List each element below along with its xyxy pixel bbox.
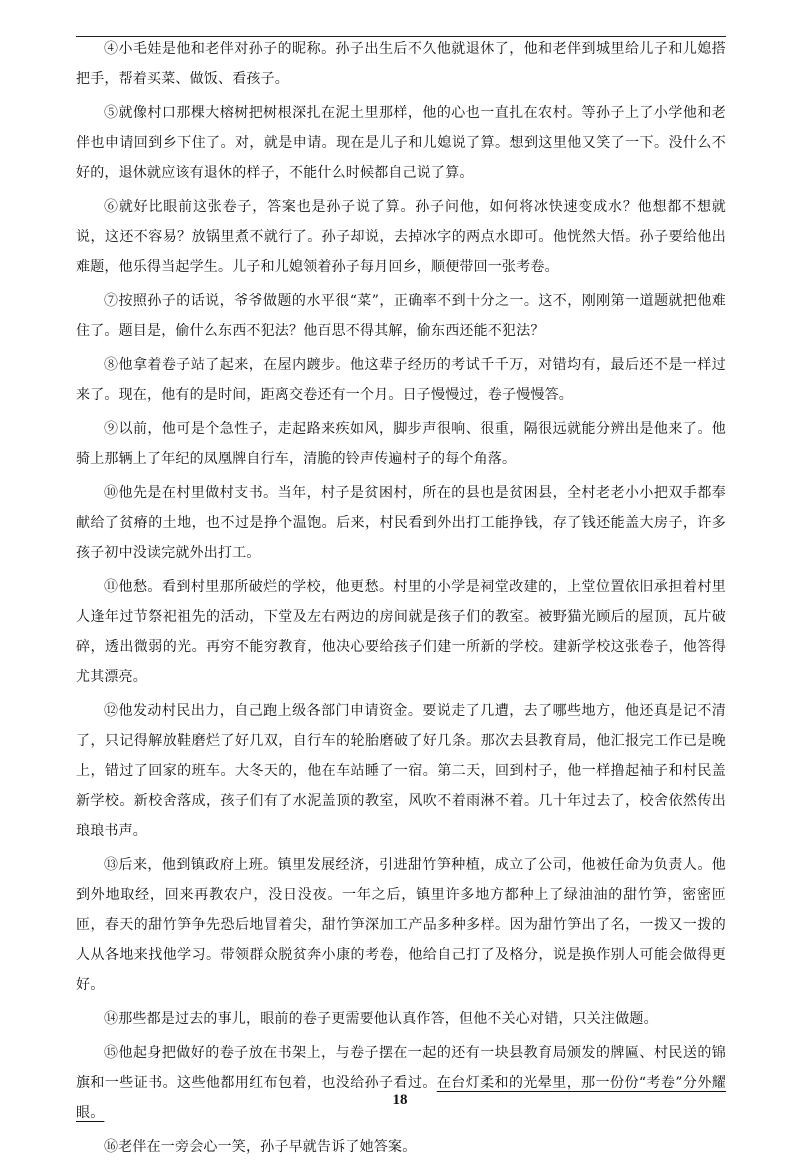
paragraph-5: ⑤就像村口那棵大榕树把树根深扎在泥土里那样，他的心也一直扎在农村。等孙子上了小学他和老伴也申请回到乡下住了。对，就是申请。现在是儿子和儿媳说了算。想到这里他又笑了一下。没什么不好的，退休就应该有退休的样子，不能什么时候都自己说了算。 <box>76 105 726 181</box>
paragraph-15-text: ⑮他起身把做好的卷子放在书架上，与卷子摆在一起的还有一块县教育局颁发的牌匾、村民送的锦旗和一些证书。这些他都用红布包着，也没给孙子看过。 <box>76 1045 726 1091</box>
paragraph-8: ⑧他拿着卷子站了起来，在屋内踱步。他这辈子经历的考试千千万，对错均有，最后还不是一样过来了。现在，他有的是时间，距离交卷还有一个月。日子慢慢过，卷子慢慢答。 <box>76 357 726 403</box>
paragraph-12: ⑫他发动村民出力，自己跑上级各部门申请资金。要说走了几遭，去了哪些地方，他还真是记不清了，只记得解放鞋磨烂了好几双，自行车的轮胎磨破了好几条。那次去县教育局，他汇报完工作已是晚上，错过了回家的班车。大冬天的，他在车站睡了一宿。第二天，回到村子，他一样撸起袖子和村民盖新学校。新校舍落成，孩子们有了水泥盖顶的教室，风吹不着雨淋不着。几十年过去了，校舍依然传出琅琅书声。 <box>76 703 726 839</box>
paragraph-4: ④小毛娃是他和老伴对孙子的昵称。孙子出生后不久他就退休了，他和老伴到城里给儿子和儿媳搭把手，帮着买菜、做饭、看孩子。 <box>76 41 726 87</box>
paragraph-15 <box>76 1038 726 1128</box>
paragraph-14: ⑭那些都是过去的事儿，眼前的卷子更需要他认真作答，但他不关心对错，只关注做题。 <box>104 1011 658 1027</box>
underlined-sentence: 在台灯柔和的光晕里，那一份份“考卷”分外耀眼。 <box>76 1075 727 1121</box>
paragraph-10: ⑩他先是在村里做村支书。当年，村子是贫困村，所在的县也是贫困县，全村老老小小把双手都奉献给了贫瘠的土地，也不过是挣个温饱。后来，村民看到外出打工能挣钱，存了钱还能盖大房子，许多孩子初中没读完就外出打工。 <box>76 485 726 561</box>
paragraph-9: ⑨以前，他可是个急性子，走起路来疾如风，脚步声很响、很重，隔很远就能分辨出是他来了。他骑上那辆上了年纪的凤凰牌自行车，清脆的铃声传遍村子的每个角落。 <box>76 421 726 467</box>
document-body <box>76 34 726 1166</box>
paragraph-6: ⑥就好比眼前这张卷子，答案也是孙子说了算。孙子问他，如何将冰快速变成水？他想都不想就说，这还不容易？放锅里煮不就行了。孙子却说，去掉冰字的两点水即可。他恍然大悟。孙子要给他出难题，他乐得当起学生。儿子和儿媳领着孙子每月回乡，顺便带回一张考卷。 <box>76 199 726 275</box>
page-number: 18 <box>392 1092 408 1108</box>
paragraph-13: ⑬后来，他到镇政府上班。镇里发展经济，引进甜竹笋种植，成立了公司，他被任命为负责人。他到外地取经，回来再教农户，没日没夜。一年之后，镇里许多地方都种上了绿油油的甜竹笋，密密匝匝，春天的甜竹笋争先恐后地冒着尖，甜竹笋深加工产品多种多样。因为甜竹笋出了名，一拨又一拨的人从各地来找他学习。带领群众脱贫奔小康的考卷，他给自己打了及格分，说是换作别人可能会做得更好。 <box>76 857 726 993</box>
paragraph-16: ⑯老伴在一旁会心一笑，孙子早就告诉了她答案。 <box>104 1139 417 1155</box>
paragraph-7: ⑦按照孙子的话说，爷爷做题的水平很“菜”，正确率不到十分之一。这不，刚刚第一道题就把他难住了。题目是，偷什么东西不犯法？他百思不得其解，偷东西还能不犯法？ <box>76 293 726 339</box>
paragraph-11: ⑪他愁。看到村里那所破烂的学校，他更愁。村里的小学是祠堂改建的，上堂位置依旧承担着村里人逢年过节祭祀祖先的活动，下堂及左右两边的房间就是孩子们的教室。被野猫光顾后的屋顶，瓦片破碎，透出微弱的光。再穷不能穷教育，他决心要给孩子们建一所新的学校。建新学校这张卷子，他答得尤其漂亮。 <box>76 579 726 685</box>
